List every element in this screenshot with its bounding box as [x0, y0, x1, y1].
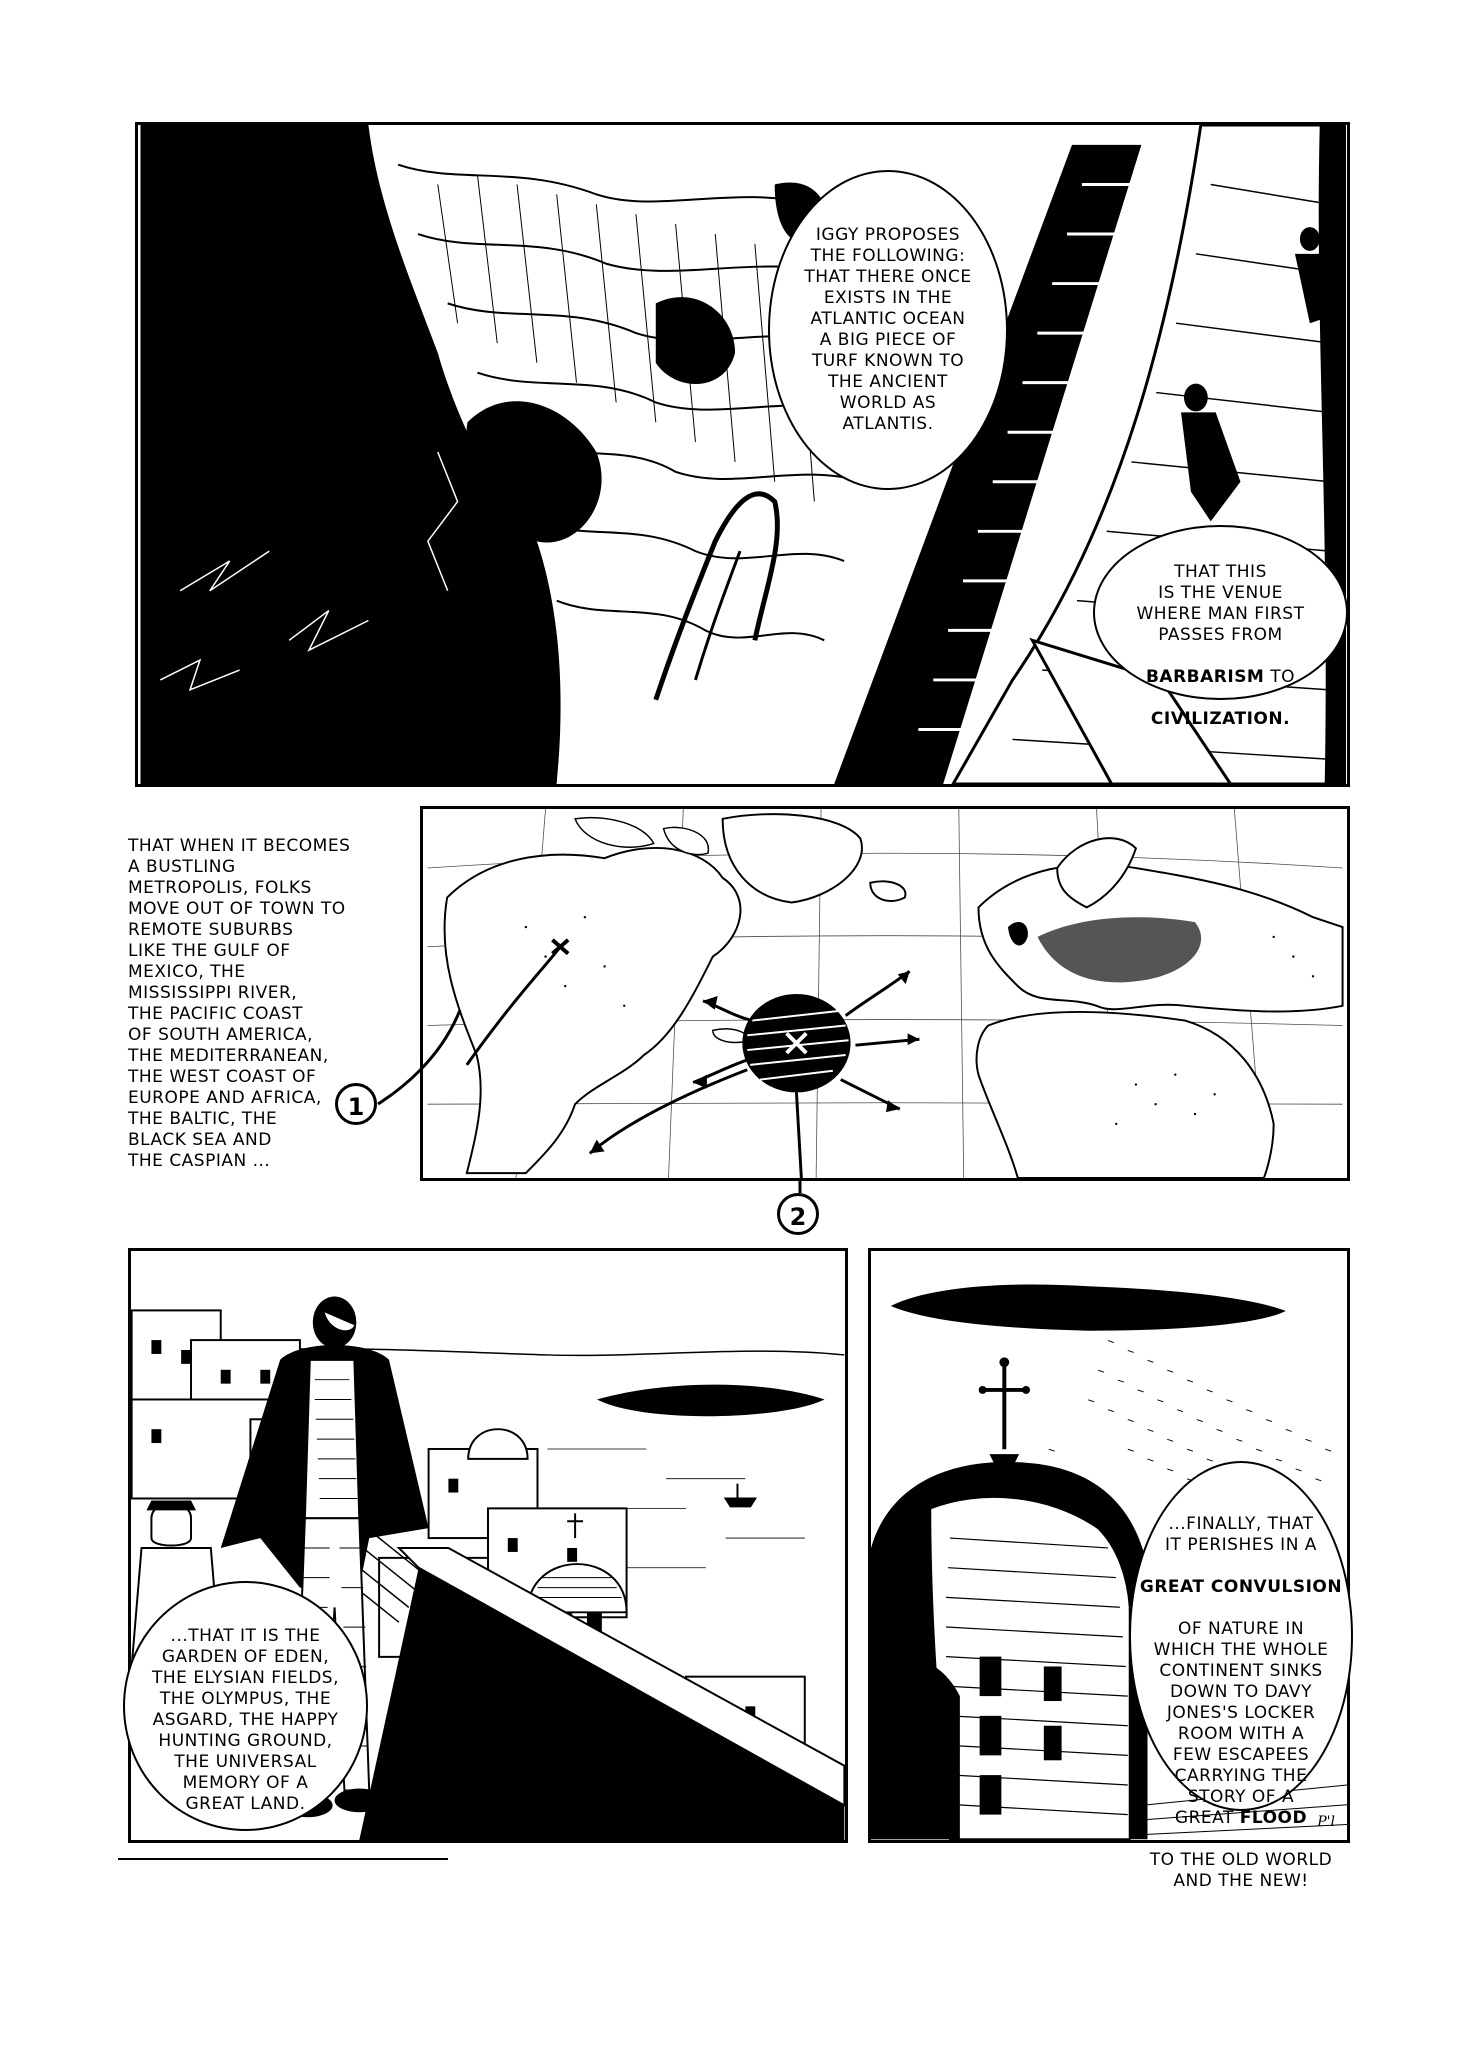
balloon-text: THAT THIS IS THE VENUE WHERE MAN FIRST PASSES FROM	[1136, 562, 1305, 645]
balloon-text: IGGY PROPOSES THE FOLLOWING: THAT THERE ONCE EXISTS IN THE ATLANTIC OCEAN A BIG PIECE OF TURF KNOWN TO THE ANCIENT WORLD AS ATLANTIS.	[804, 225, 972, 434]
caption-suburbs	[128, 815, 418, 1172]
emphasis-great-convulsion: GREAT CONVULSION	[1139, 1577, 1343, 1597]
bottom-rule	[118, 1858, 448, 1860]
map-marker-2	[777, 1193, 819, 1235]
marker-label: 2	[789, 1203, 807, 1231]
signature-text: P'l	[1317, 1814, 1335, 1830]
map-marker-1	[335, 1083, 377, 1125]
marker-label: 1	[347, 1093, 365, 1121]
balloon-text: TO THE OLD WORLD AND THE NEW!	[1149, 1850, 1333, 1891]
artist-signature	[1317, 1814, 1335, 1830]
balloon-text: OF NATURE IN WHICH THE WHOLE CONTINENT SINKS DOWN TO DAVY JONES'S LOCKER ROOM WITH A FEW ESCAPEES CARRYING THE STORY OF A GREAT	[1153, 1619, 1329, 1828]
panel-world-map	[420, 806, 1350, 1181]
speech-balloon-venue	[1093, 525, 1348, 729]
emphasis-flood: FLOOD	[1239, 1808, 1308, 1828]
caption-balloon-eden	[123, 1581, 368, 1831]
emphasis-civilization: CIVILIZATION.	[1150, 709, 1291, 729]
world-map-illustration	[423, 809, 1347, 1178]
balloon-text: ...THAT IT IS THE GARDEN OF EDEN, THE ELYSIAN FIELDS, THE OLYMPUS, THE ASGARD, THE HAPPY HUNTING GROUND, THE UNIVERSAL MEMORY OF A GREAT LAND.	[152, 1626, 339, 1814]
caption-text: THAT WHEN IT BECOMES A BUSTLING METROPOLIS, FOLKS MOVE OUT OF TOWN TO REMOTE SUBURBS LIKE THE GULF OF MEXICO, THE MISSISSIPPI RIVER, THE PACIFIC COAST OF SOUTH AMERICA, THE MEDITERRANEAN, THE WEST COAST OF EUROPE AND AFRICA, THE BALTIC, THE BLACK SEA AND THE CASPIAN ...	[128, 836, 351, 1171]
balloon-text: ...FINALLY, THAT IT PERISHES IN A	[1165, 1514, 1317, 1555]
panel-cliff-stairs	[135, 122, 1350, 787]
emphasis-barbarism: BARBARISM	[1145, 667, 1265, 687]
panel-dome	[868, 1248, 1350, 1891]
balloon-text-to: TO	[1264, 667, 1296, 687]
panel-terrace	[128, 1248, 848, 1843]
speech-balloon-iggy	[768, 170, 1008, 490]
